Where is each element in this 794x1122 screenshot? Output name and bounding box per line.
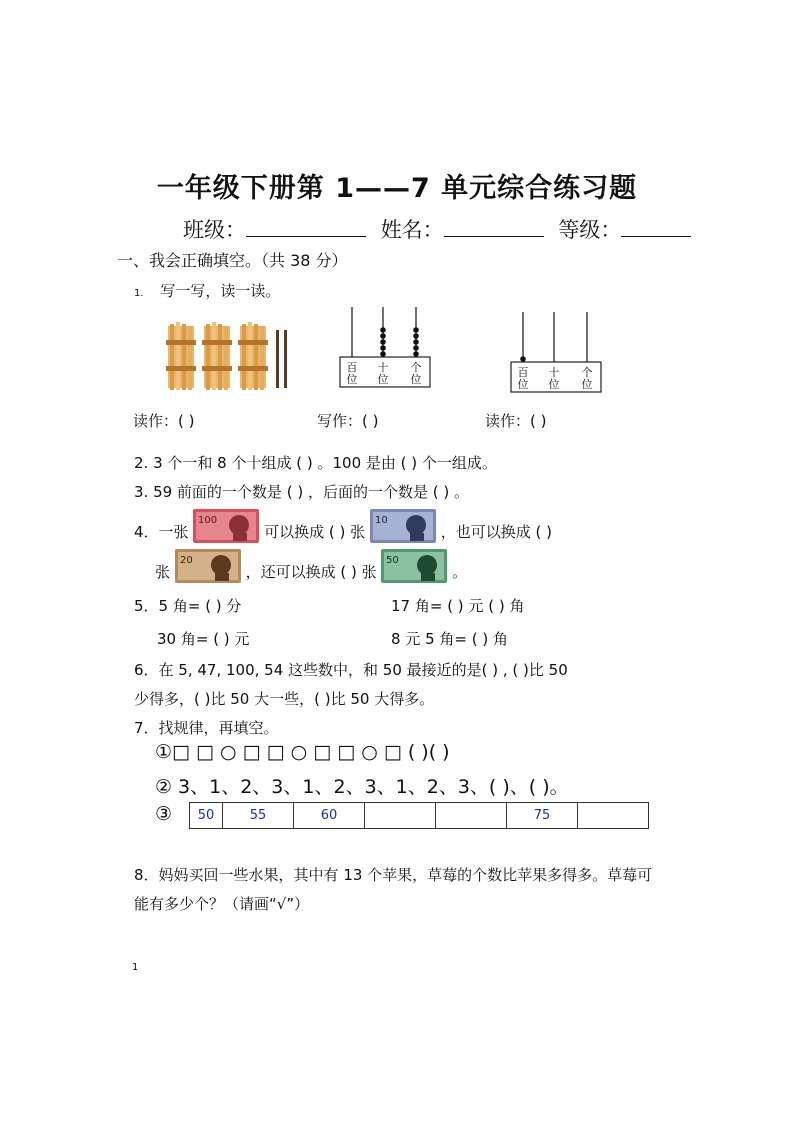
q1-read-1[interactable]: 读作：( ) (133, 412, 195, 430)
q8-line-1: 8．妈妈买回一些水果，其中有 13 个苹果，草莓的个数比苹果多得多。草莓可 (134, 866, 653, 884)
q7-row-1-sequence: □ □ ○ □ □ ○ □ □ ○ □ ( )( ) (172, 741, 450, 763)
q2-text: 2. 3 个一和 8 个十组成 ( ) 。100 是由 ( ) 个一组成。 (134, 454, 497, 472)
grade-label: 等级： (558, 218, 622, 242)
page-number: 1 (132, 962, 139, 973)
abacus-2-bead (520, 356, 526, 362)
section-1-heading: 一、我会正确填空。（共 38 分） (117, 251, 348, 270)
banknote-100-value: 100 (198, 515, 218, 526)
abacus-2-drawing (509, 310, 605, 396)
q5-c: 30 角= ( ) 元 (157, 630, 250, 648)
class-label: 班级： (183, 218, 246, 242)
q4-part-5: 。 (452, 563, 468, 581)
grade-blank[interactable] (621, 214, 691, 237)
abacus-1-drawing (338, 305, 434, 391)
table-cell: 75 (507, 803, 578, 829)
abacus-1-col-label: 位 (410, 373, 422, 386)
q5-a: 5．5 角= ( ) 分 (134, 597, 242, 615)
q1-write[interactable]: 写作：( ) (317, 412, 379, 430)
abacus-1-bead (380, 339, 386, 345)
name-blank[interactable] (444, 214, 544, 237)
q5-d: 8 元 5 角= ( ) 角 (391, 630, 508, 648)
abacus-1-bead (380, 333, 386, 339)
single-stick-1 (276, 330, 279, 388)
q5-b: 17 角= ( ) 元 ( ) 角 (391, 597, 525, 615)
abacus-1-bead (413, 333, 419, 339)
q7-row-2-label: ② (155, 776, 173, 798)
table-cell: 50 (190, 803, 223, 829)
banknote-50-value: 50 (386, 555, 400, 566)
abacus-1-bead (380, 345, 386, 351)
q8-line-2: 能有多少个？（请画“√”） (134, 895, 310, 913)
abacus-1-bead (413, 327, 419, 333)
q6-line-1: 6．在 5, 47, 100, 54 这些数中，和 50 最接近的是( ) , ( )比 50 (134, 661, 568, 679)
abacus-2-col-label: 位 (548, 378, 560, 391)
q3-text: 3. 59 前面的一个数是 ( ) ，后面的一个数是 ( ) 。 (134, 483, 469, 501)
single-stick-2 (284, 330, 287, 388)
abacus-2-col-label: 位 (581, 378, 593, 391)
abacus-2-col-label: 十 (548, 366, 560, 379)
abacus-1-bead (380, 327, 386, 333)
abacus-1-col-label: 个 (410, 361, 422, 374)
q7-row-3-label: ③ (155, 803, 173, 825)
abacus-1-col-label: 十 (377, 361, 389, 374)
q4-part-3: 张 (155, 563, 171, 581)
abacus-2-col-label: 位 (517, 378, 529, 391)
q7-row-1-label: ① (155, 741, 173, 763)
abacus-1-bead (380, 351, 386, 357)
stick-bundle-3 (238, 322, 268, 390)
table-cell: 60 (294, 803, 365, 829)
q1-number: 1. (134, 288, 144, 299)
q1-read-2[interactable]: 读作：( ) (485, 412, 547, 430)
name-label: 姓名： (380, 218, 444, 242)
class-blank[interactable] (246, 214, 366, 237)
q1-text: 写一写，读一读。 (160, 282, 281, 300)
q6-line-2: 少得多，( )比 50 大一些，( )比 50 大得多。 (134, 690, 435, 708)
table-row (190, 803, 649, 829)
banknote-10-value: 10 (374, 515, 388, 526)
q7-row-1 (155, 741, 450, 763)
q7-row-2 (155, 772, 569, 799)
stick-bundle-1 (166, 322, 196, 390)
abacus-1 (338, 305, 434, 391)
banknote-20-image (175, 549, 241, 596)
banknote-20-value: 20 (179, 555, 193, 566)
q7-row-2-sequence: 3、1、2、3、1、2、3、1、2、3、( )、( )。 (178, 776, 569, 798)
q1-heading (134, 280, 280, 301)
info-line (183, 214, 691, 244)
q4-part-2: ，也可以换成 ( ) (440, 523, 552, 541)
banknote-50-image (381, 549, 447, 596)
abacus-1-col-label: 百 (346, 361, 358, 374)
q4-part-1: 可以换成 ( ) 张 (264, 523, 366, 541)
q7-heading: 7．找规律，再填空。 (134, 719, 279, 737)
table-cell-blank[interactable] (436, 803, 507, 829)
table-cell-blank[interactable] (365, 803, 436, 829)
abacus-1-bead (413, 339, 419, 345)
stick-bundle-2 (202, 322, 232, 390)
abacus-2 (509, 310, 605, 396)
q7-number-table (189, 802, 649, 829)
abacus-2-col-label: 个 (581, 366, 593, 379)
q4-line-2 (155, 549, 467, 585)
stick-bundles-image (162, 318, 302, 398)
abacus-1-bead (413, 351, 419, 357)
abacus-1-bead (413, 345, 419, 351)
abacus-1-col-label: 位 (377, 373, 389, 386)
abacus-1-col-label: 位 (346, 373, 358, 386)
q4-line-1 (134, 509, 552, 545)
page-title: 一年级下册第 1——7 单元综合练习题 (156, 173, 638, 204)
table-cell: 55 (223, 803, 294, 829)
q4-part-4: ，还可以换成 ( ) 张 (245, 563, 377, 581)
abacus-2-col-label: 百 (517, 366, 529, 379)
table-cell-blank[interactable] (578, 803, 649, 829)
q4-prefix: 4．一张 (134, 523, 189, 541)
